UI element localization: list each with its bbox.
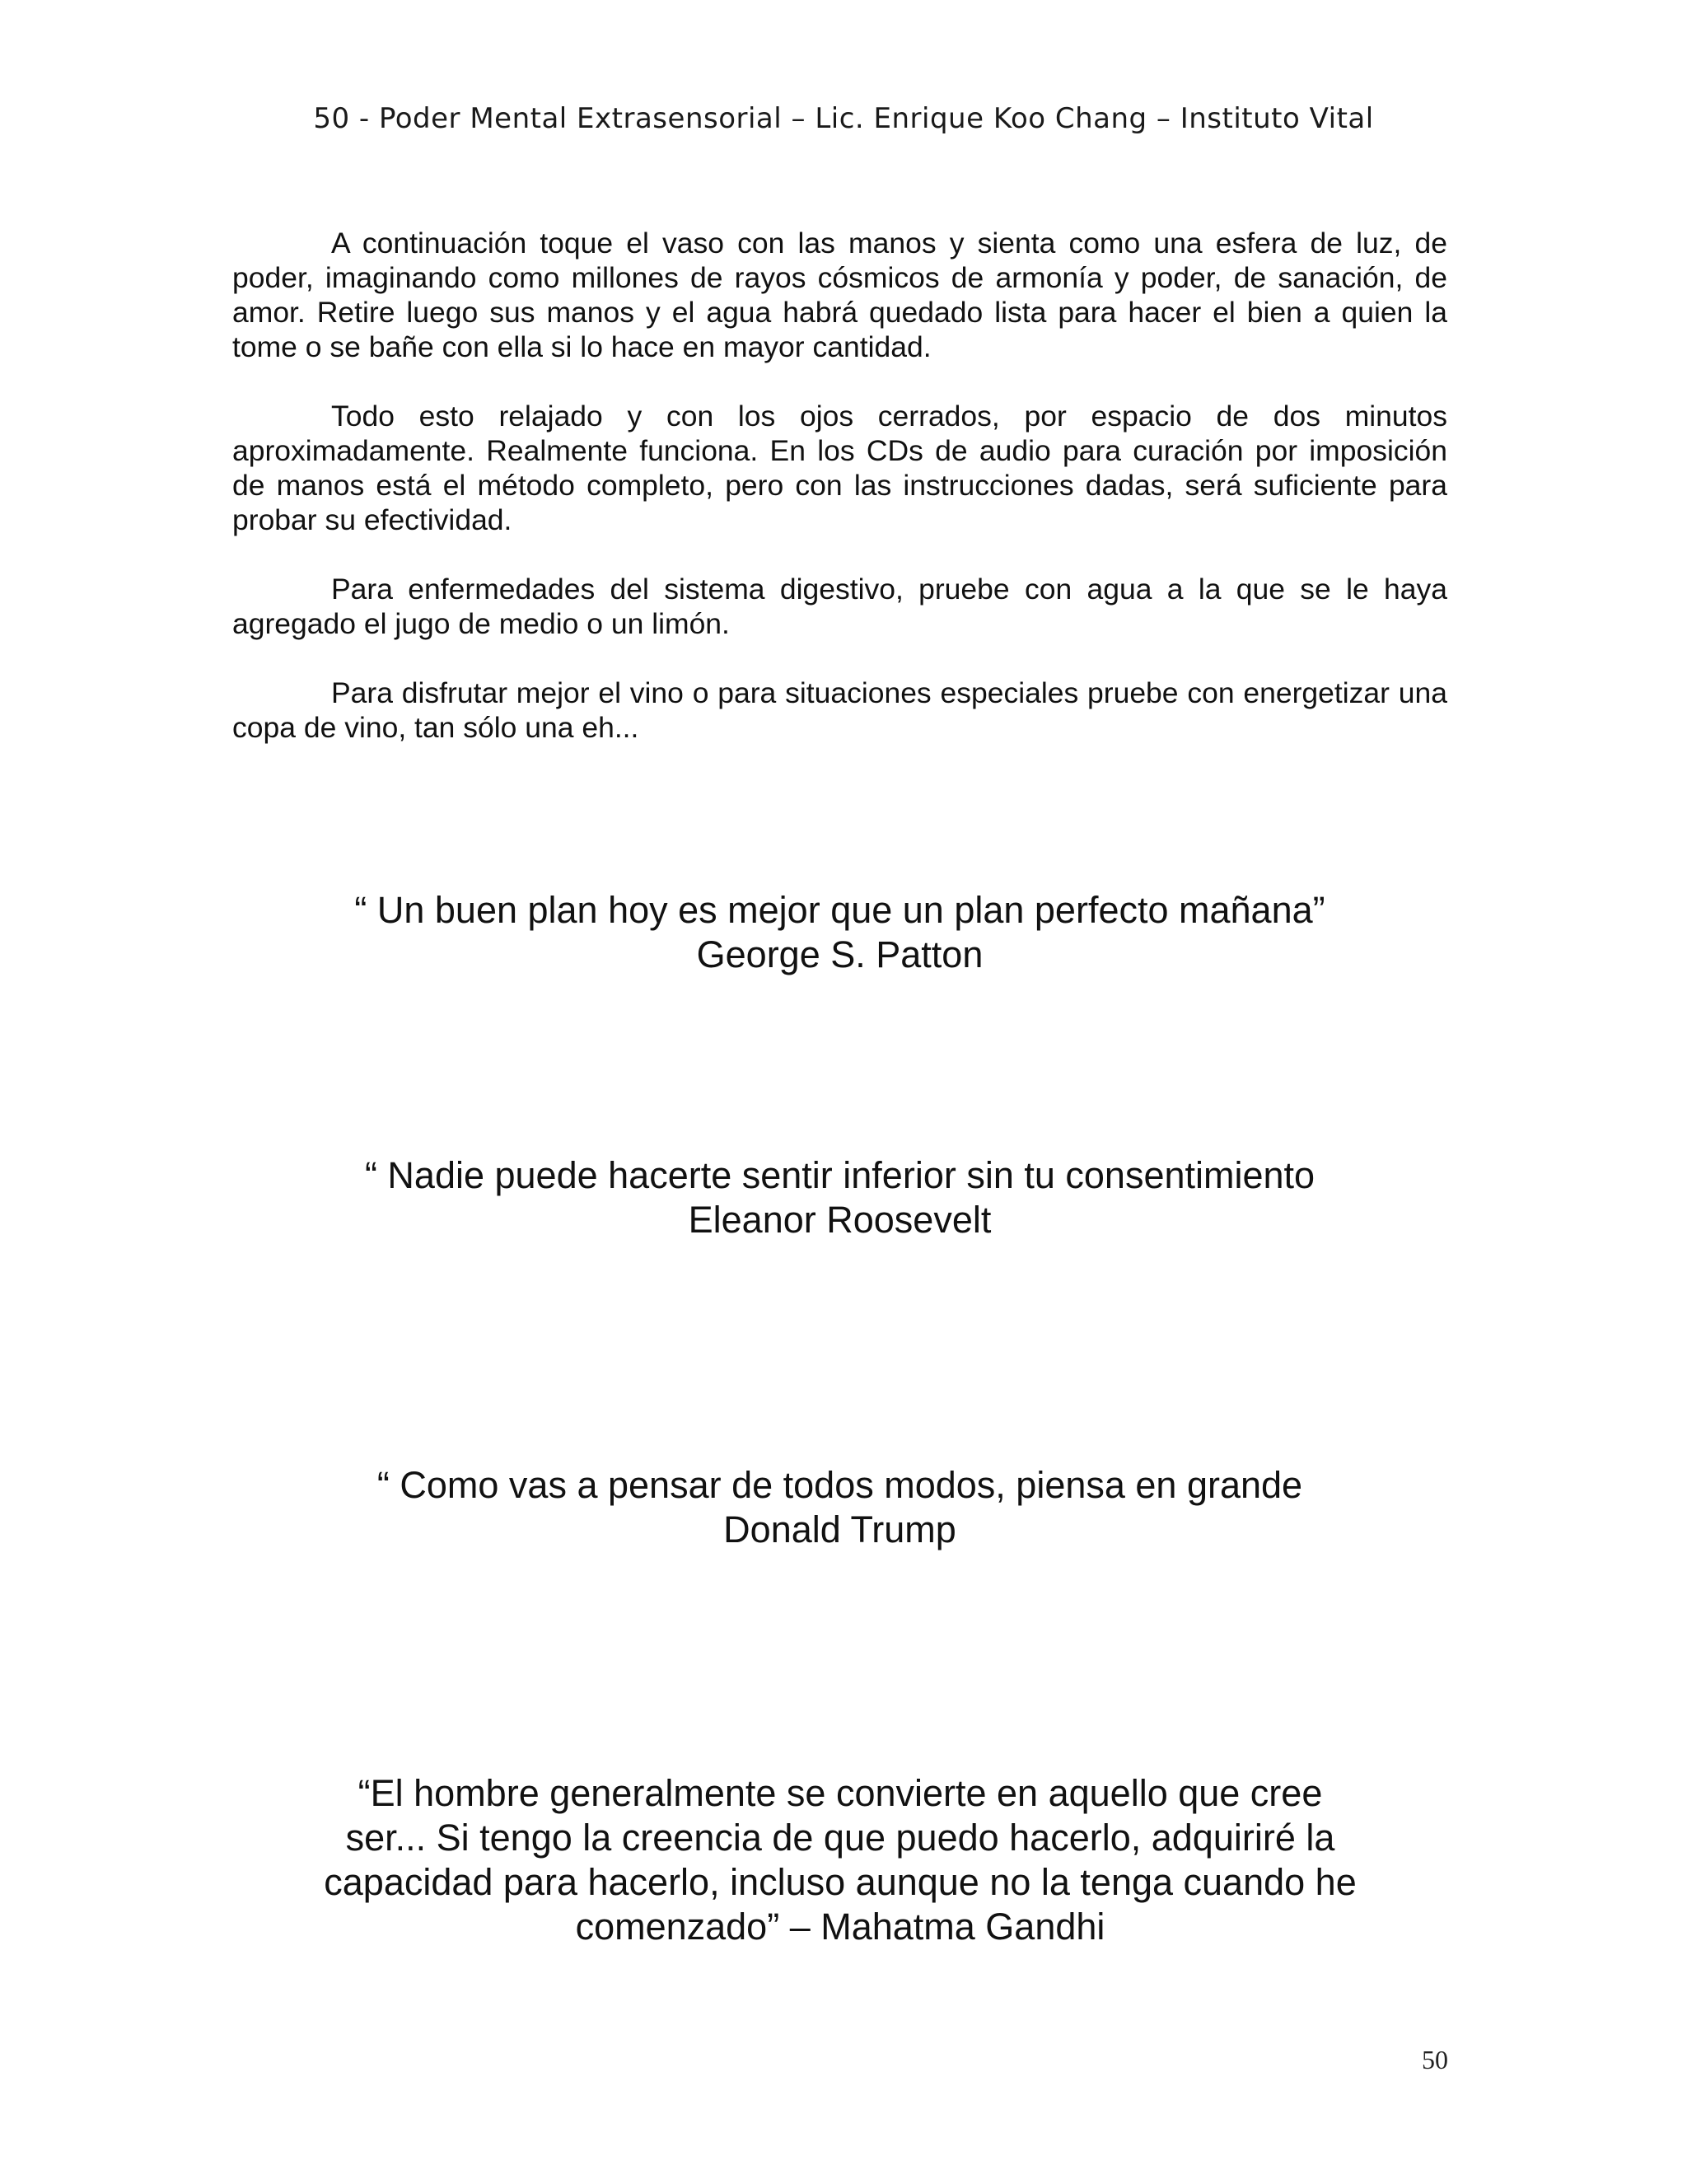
body-text	[232, 226, 1447, 779]
quote-text: “ Nadie puede hacerte sentir inferior sin tu consentimiento	[364, 1154, 1315, 1196]
paragraph: Para disfrutar mejor el vino o para situaciones especiales pruebe con energetizar una copa de vino, tan sólo una eh...	[232, 676, 1447, 744]
paragraph: A continuación toque el vaso con las manos y sienta como una esfera de luz, de poder, imaginando como millones de rayos cósmicos de armonía y poder, de sanación, de amor. Retire luego sus manos y el agua habrá quedado lista para hacer el bien a quien la tome o se bañe con ella si lo hace en mayor cantidad.	[232, 227, 1447, 363]
quote-roosevelt	[232, 1153, 1447, 1242]
paragraph: Todo esto relajado y con los ojos cerrados, por espacio de dos minutos aproximadamente. Realmente funciona. En los CDs de audio para curación por imposición de manos está el método completo, pero con las instrucciones dadas, será suficiente para probar su efectividad.	[232, 400, 1447, 536]
quote-gandhi	[313, 1771, 1367, 1949]
quote-author: Donald Trump	[723, 1508, 956, 1550]
quote-text: “ Como vas a pensar de todos modos, piensa en grande	[376, 1464, 1303, 1506]
quote-author: George S. Patton	[696, 933, 984, 975]
page-number: 50	[1422, 2045, 1448, 2074]
running-header: 50 - Poder Mental Extrasensorial – Lic. Enrique Koo Chang – Instituto Vital	[313, 102, 1374, 135]
quote-trump	[232, 1463, 1447, 1552]
paragraph: Para enfermedades del sistema digestivo, pruebe con agua a la que se le haya agregado el jugo de medio o un limón.	[232, 573, 1447, 640]
quote-text: “El hombre generalmente se convierte en aquello que cree ser... Si tengo la creencia de que puedo hacerlo, adquiriré la capacidad para hacerlo, incluso aunque no la tenga cuando he comenzado” – Mahatma Gandhi	[324, 1772, 1357, 1948]
quote-patton	[232, 888, 1447, 977]
quote-text: “ Un buen plan hoy es mejor que un plan perfecto mañana”	[354, 889, 1325, 931]
quote-author: Eleanor Roosevelt	[688, 1199, 992, 1241]
